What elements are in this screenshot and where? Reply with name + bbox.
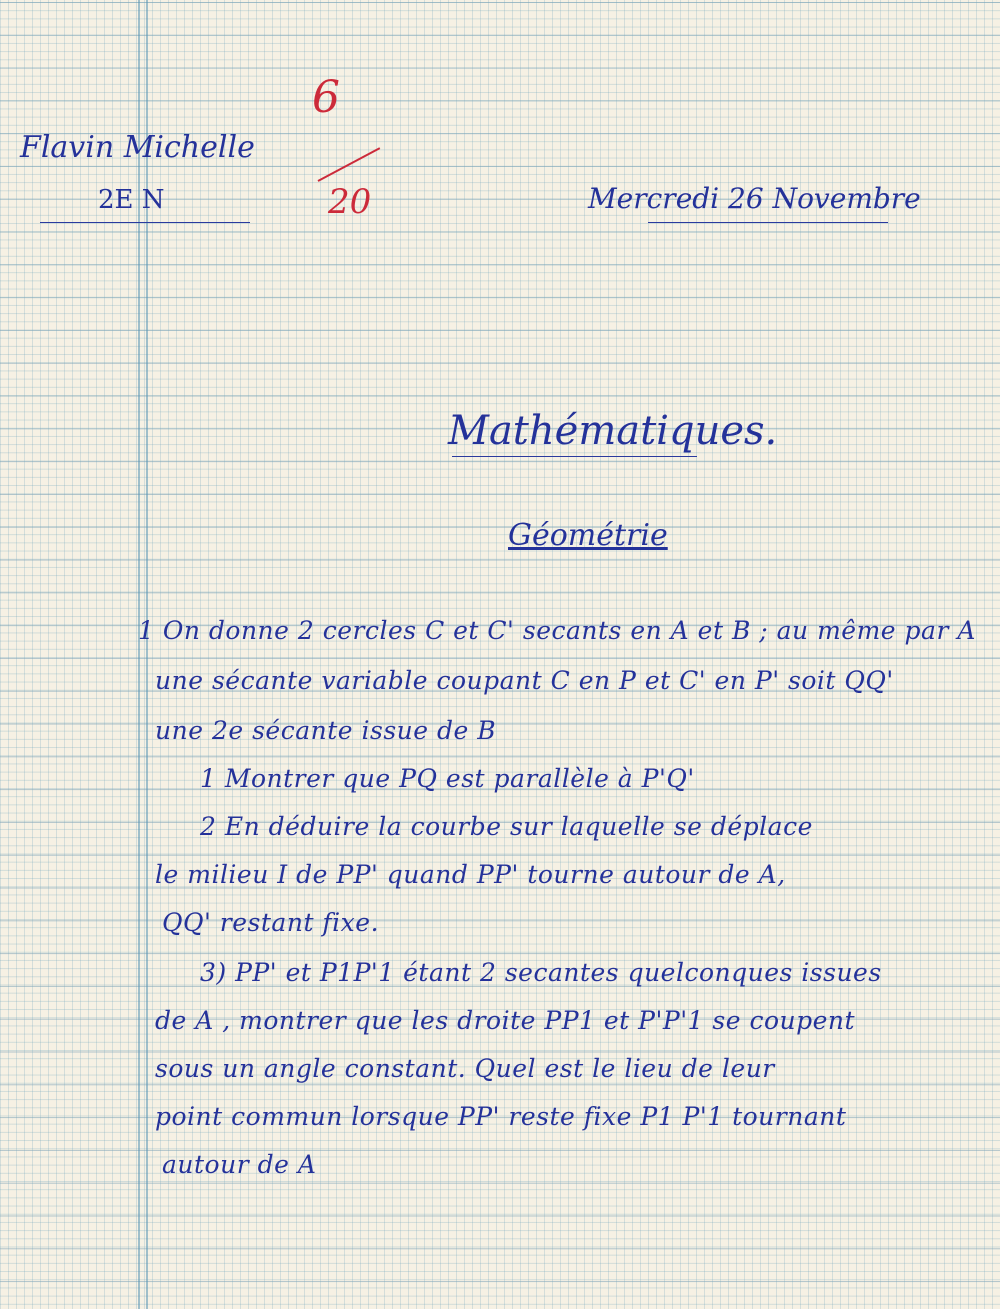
body-line: 3) PP' et P1P'1 étant 2 secantes quelconques issues xyxy=(200,958,882,987)
body-line: autour de A xyxy=(162,1150,317,1179)
body-line: QQ' restant fixe. xyxy=(162,908,380,937)
title-underline xyxy=(452,456,697,457)
date: Mercredi 26 Novembre xyxy=(588,182,921,215)
body-line: de A , montrer que les droite PP1 et P'P'1 se coupent xyxy=(155,1006,856,1035)
page-title: Mathématiques. xyxy=(448,408,778,454)
body-line: 1 On donne 2 cercles C et C' secants en A et B ; au même par A xyxy=(138,616,976,645)
body-line: une sécante variable coupant C en P et C' en P' soit QQ' xyxy=(155,666,894,695)
body-line: une 2e sécante issue de B xyxy=(155,716,497,745)
body-line: point commun lorsque PP' reste fixe P1 P'1 tournant xyxy=(155,1102,847,1131)
date-underline xyxy=(648,222,888,223)
student-class: 2E N xyxy=(98,185,165,215)
grade-total: 20 xyxy=(328,182,372,222)
page-subtitle: Géométrie xyxy=(508,518,668,553)
body-line: 1 Montrer que PQ est parallèle à P'Q' xyxy=(200,764,695,793)
grade-slash xyxy=(318,147,381,182)
body-line: le milieu I de PP' quand PP' tourne autour de A, xyxy=(155,860,786,889)
body-line: 2 En déduire la courbe sur laquelle se déplace xyxy=(200,812,813,841)
body-line: sous un angle constant. Quel est le lieu de leur xyxy=(155,1054,775,1083)
grade-score: 6 xyxy=(312,72,340,123)
name-underline xyxy=(40,222,250,223)
student-name: Flavin Michelle xyxy=(20,130,255,165)
